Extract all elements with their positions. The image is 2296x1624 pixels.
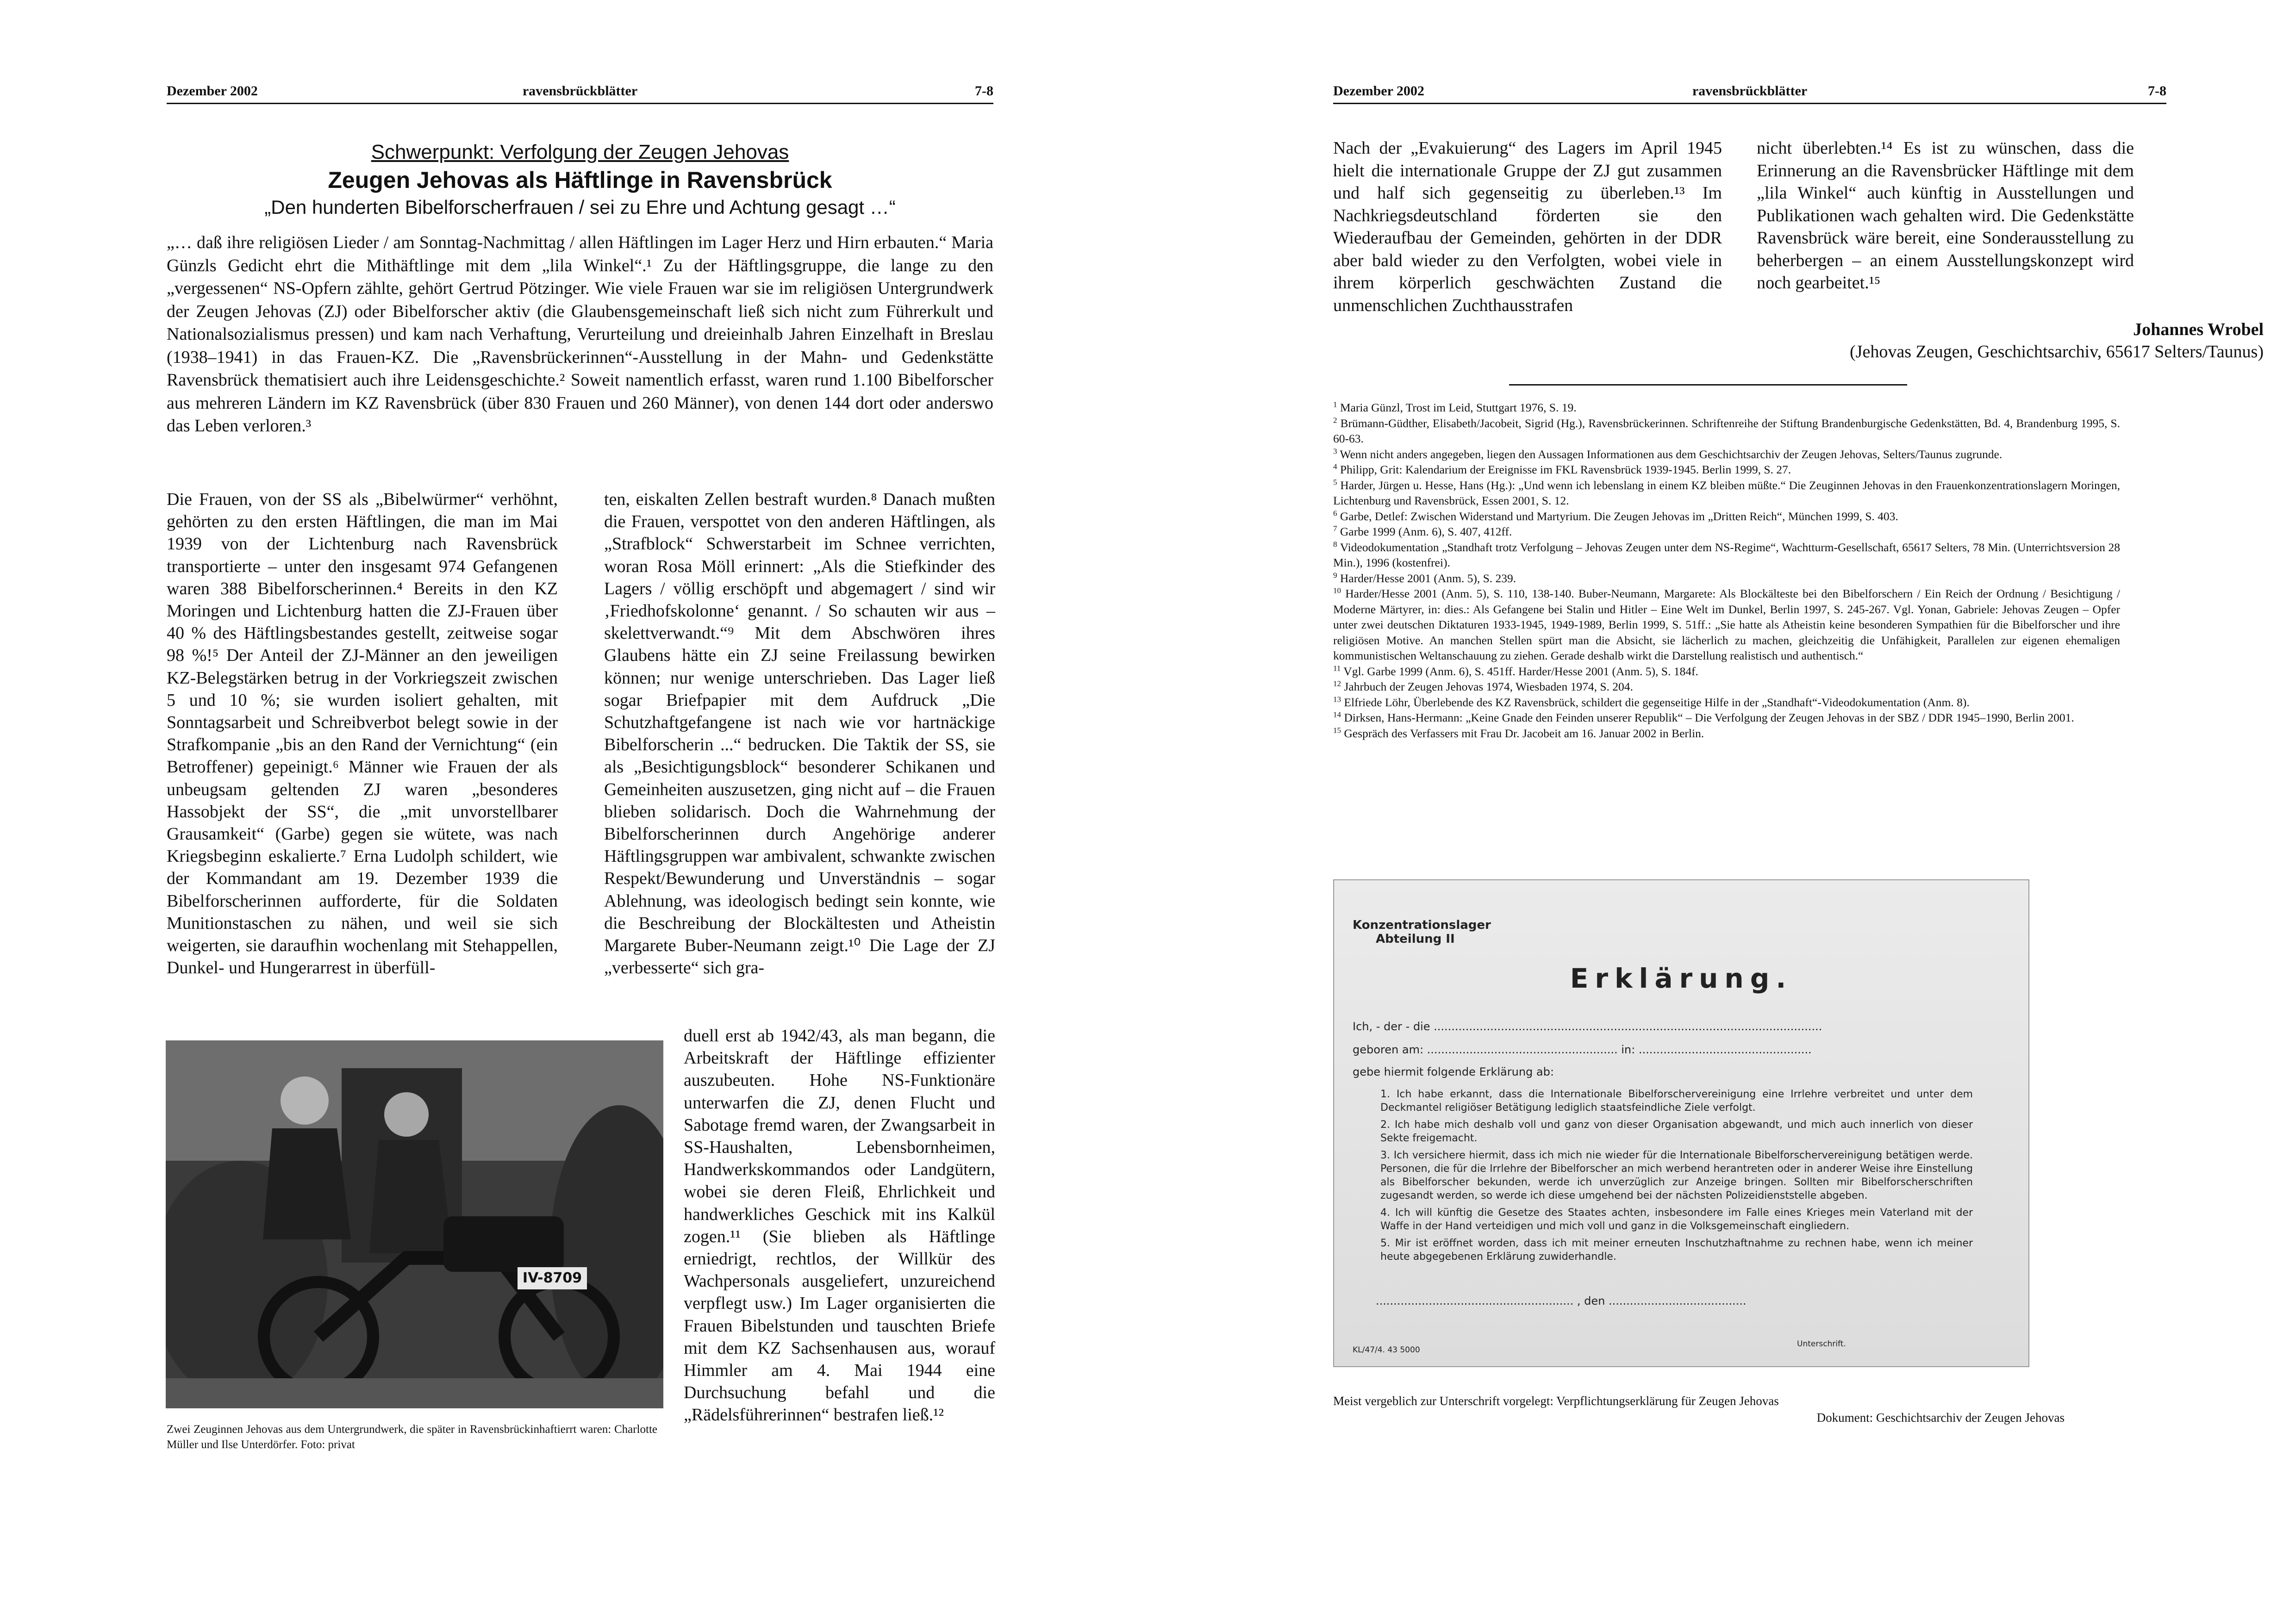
declaration-point: 2. Ich habe mich deshalb voll und ganz von dieser Organisation abgewandt, und mich auch innerlich von dieser Sekte freigemacht. bbox=[1380, 1119, 1973, 1144]
footnote bbox=[1333, 695, 2120, 710]
declaration-point: 5. Mir ist eröffnet worden, dass ich mit meiner erneuten Inschutzhaftnahme zu rechnen habe, wenn ich meiner heute abgegebenen Erklärung zuwiderhandle. bbox=[1380, 1238, 1973, 1263]
article-column-4: nicht überlebten.¹⁴ Es ist zu wünschen, dass die Erinnerung an die Ravensbrücker Häftlinge mit dem „lila Winkel“ auch künftig in Ausstellungen und Publikationen wach gehalten wird. Die Gedenkstätte Ravensbrück wäre bereit, eine Sonderausstellung zu beherbergen – an einem Ausstellungskonzept wird noch gearbeitet.¹⁵ bbox=[1757, 138, 2134, 292]
footnote-text: Elfriede Löhr, Überlebende des KZ Ravensbrück, schildert die gegenseitige Hilfe in der „Standhaft“-Videodokumentation (Anm. 8). bbox=[1341, 695, 1970, 709]
footnote-text: Harder, Jürgen u. Hesse, Hans (Hg.): „Und wenn ich lebenslang in einem KZ bleiben müßte.“ Die Zeuginnen Jehovas in den Frauenkonzentrationslagern Moringen, Lichtenburg und Ravensbrück, Essen 2001, S. 12. bbox=[1333, 478, 2120, 507]
declaration-caption: Meist vergeblich zur Unterschrift vorgelegt: Verpflichtungserklärung für Zeugen Jehovas bbox=[1333, 1394, 1779, 1408]
header-page-numbers: 7-8 bbox=[975, 83, 993, 99]
declaration-document bbox=[1333, 879, 2029, 1367]
article-headline: Zeugen Jehovas als Häftlinge in Ravensbrück bbox=[328, 167, 832, 193]
page-header bbox=[1333, 82, 2166, 104]
footnote bbox=[1333, 664, 2120, 679]
footnote-number: 14 bbox=[1333, 710, 1341, 719]
article-titles bbox=[167, 139, 993, 220]
article-column-2-bottom: duell erst ab 1942/43, als man begann, die Arbeitskraft der Häftlinge effizienter auszubeuten. Hohe NS-Funktionäre unterwarfen die ZJ, denen Flucht und Sabotage fremd waren, der Zwangsarbeit in SS-Haushalten, Lebensbornheimen, Handwerkskommandos oder Landgütern, wobei sie deren Fleiß, Ehrlichkeit und handwerkliches Geschick mit ins Kalkül zogen.¹¹ (Sie blieben als Häftlinge erniedrigt, rechtlos, der Willkür des Wachpersonals ausgeliefert, unzureichend verpflegt usw.) Im Lager organisierten die Frauen Bibelstunden und tauschten Briefe mit dem KZ Sachsenhausen aus, worauf Himmler am 4. Mai 1944 eine Durchsuchung befahl und die „Rädelsführerinnen“ bestrafen ließ.¹² bbox=[684, 1026, 995, 1425]
motorcycle-photo bbox=[166, 1040, 663, 1408]
footnote-text: Garbe 1999 (Anm. 6), S. 407, 412ff. bbox=[1337, 525, 1512, 538]
footnote bbox=[1333, 400, 2120, 416]
footnote-number: 7 bbox=[1333, 524, 1337, 533]
footnote-number: 6 bbox=[1333, 509, 1337, 517]
footnote-text: Brümann-Güdther, Elisabeth/Jacobeit, Sigrid (Hg.), Ravensbrückerinnen. Schriftenreihe der Stiftung Brandenburgische Gedenkstätten, Bd. 4, Brandenburg 1995, S. 60-63. bbox=[1333, 416, 2120, 445]
footnote-divider bbox=[1509, 384, 1907, 386]
article-column-2-top: ten, eiskalten Zellen bestraft wurden.⁸ Danach mußten die Frauen, verspottet von den anderen Häftlingen, als „Strafblock“ Schwerstarbeit im Schnee verrichten, woran Rosa Möll erinnert: „Als die Stiefkinder des Lagers / völlig erschöpft und abgemagert / sind wir ‚Friedhofskolonne‘ genannt. / So schauten wir aus – skelettverwandt.“⁹ Mit dem Abschwören ihres Glaubens hätte ein ZJ seine Freilassung bewirken können; nur wenige unterschrieben. Das Lager ließ sogar Briefpapier mit dem Aufdruck „Die Schutzhaftgefangene ist nach wie vor hartnäckige Bibelforscherin ...“ bedrucken. Die Taktik der SS, sie als „Besichtigungsblock“ besonderer Schikanen und Gemeinheiten auszusetzen, ging nicht auf – die Frauen blieben solidarisch. Doch die Wahrnehmung der Bibelforscherinnen durch Angehörige anderer Häftlingsgruppen war ambivalent, schwankte zwischen Respekt/Bewunderung und Unverständnis – sogar Ablehnung, was ideologisch bedingt sein konnte, wie die Beschreibung der Blockältesten und Atheistin Margarete Buber-Neumann zeigt.¹⁰ Die Lage der ZJ „verbesserte“ sich gra- bbox=[604, 490, 995, 978]
declaration-point: 3. Ich versichere hiermit, dass ich mich nie wieder für die Internationale Bibelforschervereinigung betätigen werde. Personen, die für die Irrlehre der Bibelforscher an mich werbend herantreten oder in anderer Weise ihre Einstellung als Bibelforscher bekunden, werde ich unverzüglich zur Anzeige bringen. Sollten mir Bibelforscherschriften zugesandt werden, so werde ich diese umgehend bei der nächsten Polizeidienststelle abgeben. bbox=[1380, 1150, 1973, 1201]
footnote bbox=[1333, 462, 2120, 478]
author-affiliation: (Jehovas Zeugen, Geschichtsarchiv, 65617 Selters/Taunus) bbox=[1850, 342, 2264, 361]
right-page bbox=[1148, 0, 2296, 1624]
declaration-intro: gebe hiermit folgende Erklärung ab: bbox=[1353, 1065, 1554, 1078]
license-plate: IV-8709 bbox=[522, 1270, 582, 1286]
footnote bbox=[1333, 710, 2120, 726]
declaration-birth-field: geboren am: ...................................................... in: ................................................. bbox=[1353, 1043, 1812, 1056]
footnote-text: Wenn nicht anders angegeben, liegen den Aussagen Informationen aus dem Geschichtsarchiv der Zeugen Jehovas, Selters/Taunus zugrunde. bbox=[1337, 447, 2003, 461]
declaration-point: 4. Ich will künftig die Gesetze des Staates achten, insbesondere im Falle eines Krieges mein Vaterland mit der Waffe in der Hand verteidigen und mich voll und ganz in die Volksgemeinschaft eingliedern. bbox=[1380, 1207, 1973, 1232]
declaration-signature-label: Unterschrift. bbox=[1797, 1339, 1846, 1349]
motorcycle-photo-image bbox=[166, 1040, 663, 1408]
footnote-number: 9 bbox=[1333, 571, 1337, 579]
header-publication: ravensbrückblätter bbox=[522, 83, 638, 99]
declaration-name-field: Ich, - der - die .............................................................................................................. bbox=[1353, 1020, 1822, 1033]
declaration-camp-line-2: Abteilung II bbox=[1376, 932, 1455, 946]
footnote-number: 8 bbox=[1333, 540, 1337, 548]
footnote-number: 15 bbox=[1333, 726, 1341, 734]
footnote-number: 3 bbox=[1333, 447, 1337, 455]
header-page-numbers: 7-8 bbox=[2148, 83, 2166, 99]
footnote-text: Videodokumentation „Standhaft trotz Verfolgung – Jehovas Zeugen unter dem NS-Regime“, Wachtturm-Gesellschaft, 65617 Selters, 78 Min. (Unterrichtsversion 28 Min.), 1996 (kostenfrei). bbox=[1333, 540, 2120, 569]
footnote-text: Garbe, Detlef: Zwischen Widerstand und Martyrium. Die Zeugen Jehovas im „Dritten Reich“, München 1999, S. 403. bbox=[1337, 509, 1898, 523]
article-column-3: Nach der „Evakuierung“ des Lagers im April 1945 hielt die internationale Gruppe der ZJ gut zusammen und half sich gegenseitig zu überleben.¹³ Im Nachkriegsdeutschland förderten sie den Wiederaufbau der Gemeinden, gehörten in der DDR aber bald wieder zu den Verfolgten, wobei viele in ihrem körperlich geschwächten Zustand die unmenschlichen Zuchthausstrafen bbox=[1333, 138, 1722, 315]
footnote-number: 12 bbox=[1333, 679, 1341, 688]
footnote-number: 5 bbox=[1333, 478, 1337, 486]
footnote bbox=[1333, 726, 2120, 741]
footnote-text: Jahrbuch der Zeugen Jehovas 1974, Wiesbaden 1974, S. 204. bbox=[1341, 680, 1633, 693]
footnote-number: 2 bbox=[1333, 416, 1337, 424]
header-publication: ravensbrückblätter bbox=[1692, 83, 1808, 99]
footnote bbox=[1333, 586, 2120, 664]
declaration-points bbox=[1380, 1088, 1973, 1267]
footnote-text: Gespräch des Verfassers mit Frau Dr. Jacobeit am 16. Januar 2002 in Berlin. bbox=[1341, 726, 1704, 740]
declaration-form-number: KL/47/4. 43 5000 bbox=[1353, 1345, 1420, 1355]
article-column-1: Die Frauen, von der SS als „Bibelwürmer“ verhöhnt, gehörten zu den ersten Häftlingen, die man im Mai 1939 von der Lichtenburg nach Ravensbrück transportierte – unter den insgesamt 974 Gefangenen waren 388 Bibelforscherinnen.⁴ Bereits in den KZ Moringen und Lichtenburg hatten die ZJ-Frauen über 40 % des Häftlingsbestandes gestellt, zeitweise sogar 98 %!⁵ Der Anteil der ZJ-Männer an den jeweiligen KZ-Belegstärken betrug in der Vorkriegszeit zwischen 5 und 10 %; sie wurden isoliert gehalten, mit Sonntagsarbeit und Schreibverbot belegt sowie in der Strafkompanie „bis an den Rand der Vernichtung“ (ein Betroffener) gepeinigt.⁶ Männer wie Frauen der als unbeugsam geltenden ZJ waren „besonderes Hassobjekt der SS“, die „mit unvorstellbarer Grausamkeit“ (Garbe) gegen sie wütete, was nach Kriegsbeginn eskalierte.⁷ Erna Ludolph schildert, wie der Kommandant am 19. Dezember 1939 die Bibelforscherinnen aufforderte, für die Soldaten Munitionstaschen zu nähen, und weil sie sich weigerten, sie daraufhin wochenlang mit Stehappellen, Dunkel- und Hungerarrest in überfüll- bbox=[167, 490, 558, 978]
footnote-number: 10 bbox=[1333, 586, 1341, 595]
footnotes bbox=[1333, 400, 2120, 741]
declaration-camp-line-1: Konzentrationslager bbox=[1353, 918, 1491, 932]
declaration-point: 1. Ich habe erkannt, dass die Internationale Bibelforschervereinigung eine Irrlehre verbreitet und unter dem Deckmantel religiöser Betätigung lediglich staatsfeindliche Ziele verfolgt. bbox=[1380, 1089, 1973, 1114]
article-intro: „… daß ihre religiösen Lieder / am Sonntag-Nachmittag / allen Häftlingen im Lager Herz und Hirn erbauten.“ Maria Günzls Gedicht ehrt die Mithäftlinge mit dem „lila Winkel“.¹ Zu der Häftlingsgruppe, die lange zu den „vergessenen“ NS-Opfern zählte, gehört Gertrud Pötzinger. Wie viele Frauen war sie im religiösen Untergrundwerk der Zeugen Jehovas (ZJ) oder Bibelforscher aktiv (die Glaubensgemeinschaft ließ sich nicht zum Führerkult und Nationalsozialismus pressen) und kam nach Verhaftung, Verurteilung und dreieinhalb Jahren Einzelhaft in Breslau (1938–1941) in das Frauen-KZ. Die „Ravensbrückerinnen“-Ausstellung in der Mahn- und Gedenkstätte Ravensbrück thematisiert auch ihre Leidensgeschichte.² Soweit namentlich erfasst, waren rund 1.100 Bibelforscher aus mehreren Ländern im KZ Ravensbrück (über 830 Frauen und 260 Männer), von denen 144 dort oder anderswo das Leben verloren.³ bbox=[167, 233, 993, 436]
footnote bbox=[1333, 679, 2120, 695]
footnote-number: 11 bbox=[1333, 664, 1341, 672]
footnote-number: 4 bbox=[1333, 462, 1337, 471]
footnote bbox=[1333, 524, 2120, 540]
footnote bbox=[1333, 571, 2120, 586]
footnote-text: Dirksen, Hans-Hermann: „Keine Gnade den Feinden unserer Republik“ – Die Verfolgung der Zeugen Jehovas in der SBZ / DDR 1945–1990, Berlin 2001. bbox=[1341, 711, 2074, 724]
declaration-title: Erklärung. bbox=[1570, 963, 1793, 994]
photo-caption: Zwei Zeuginnen Jehovas aus dem Untergrundwerk, die später in Ravensbrückinhaftierrt waren: Charlotte Müller und Ilse Unterdörfer. Foto: privat bbox=[167, 1423, 657, 1451]
footnote bbox=[1333, 509, 2120, 524]
footnote-text: Vgl. Garbe 1999 (Anm. 6), S. 451ff. Harder/Hesse 2001 (Anm. 5), S. 184f. bbox=[1341, 664, 1698, 678]
header-date: Dezember 2002 bbox=[167, 83, 258, 99]
footnote-number: 1 bbox=[1333, 400, 1337, 409]
footnote bbox=[1333, 478, 2120, 509]
footnote-text: Harder/Hesse 2001 (Anm. 5), S. 239. bbox=[1337, 571, 1516, 585]
page-header bbox=[167, 82, 993, 104]
footnote bbox=[1333, 416, 2120, 447]
footnote-text: Harder/Hesse 2001 (Anm. 5), S. 110, 138-140. Buber-Neumann, Margarete: Als Blockälteste bei den Bibelforschern / Ein Reich der Ordnung / Besichtigung / Moderne Märtyrer, in: dies.: Als Gefangene bei Stalin und Hitler – Eine Welt im Dunkel, Berlin 1997, S. 245-267. Vgl. Yonan, Gabriele: Jehovas Zeugen – Opfer unter zwei deutschen Diktaturen 1933-1945, 1949-1989, Berlin 1999, S. 51ff.: „Sie hatte als Atheistin keine besonderen Sympathien für die Bibelforscher und ihre religiösen Motive. An manchen Stellen spürt man die Absicht, sie lächerlich zu machen, gleichzeitig die Unfähigkeit, Parallelen zur eigenen ehemaligen kommunistischen Weltanschauung zu ziehen. Gerade deshalb wirkt die Darstellung realistisch und authentisch.“ bbox=[1333, 587, 2120, 662]
footnote-number: 13 bbox=[1333, 695, 1341, 703]
article-kicker: Schwerpunkt: Verfolgung der Zeugen Jehovas bbox=[371, 141, 789, 163]
declaration-date-line: ........................................................ , den ....................................... bbox=[1376, 1294, 1747, 1307]
footnote-text: Maria Günzl, Trost im Leid, Stuttgart 1976, S. 19. bbox=[1337, 401, 1577, 414]
article-subline: „Den hunderten Bibelforscherfrauen / sei zu Ehre und Achtung gesagt …“ bbox=[264, 196, 896, 218]
footnote bbox=[1333, 447, 2120, 462]
header-date: Dezember 2002 bbox=[1333, 83, 1424, 99]
footnote bbox=[1333, 540, 2120, 571]
footnote-text: Philipp, Grit: Kalendarium der Ereignisse im FKL Ravensbrück 1939-1945. Berlin 1999, S. 27. bbox=[1337, 463, 1791, 476]
declaration-source: Dokument: Geschichtsarchiv der Zeugen Jehovas bbox=[1816, 1411, 2065, 1425]
author-name: Johannes Wrobel bbox=[2133, 320, 2264, 339]
